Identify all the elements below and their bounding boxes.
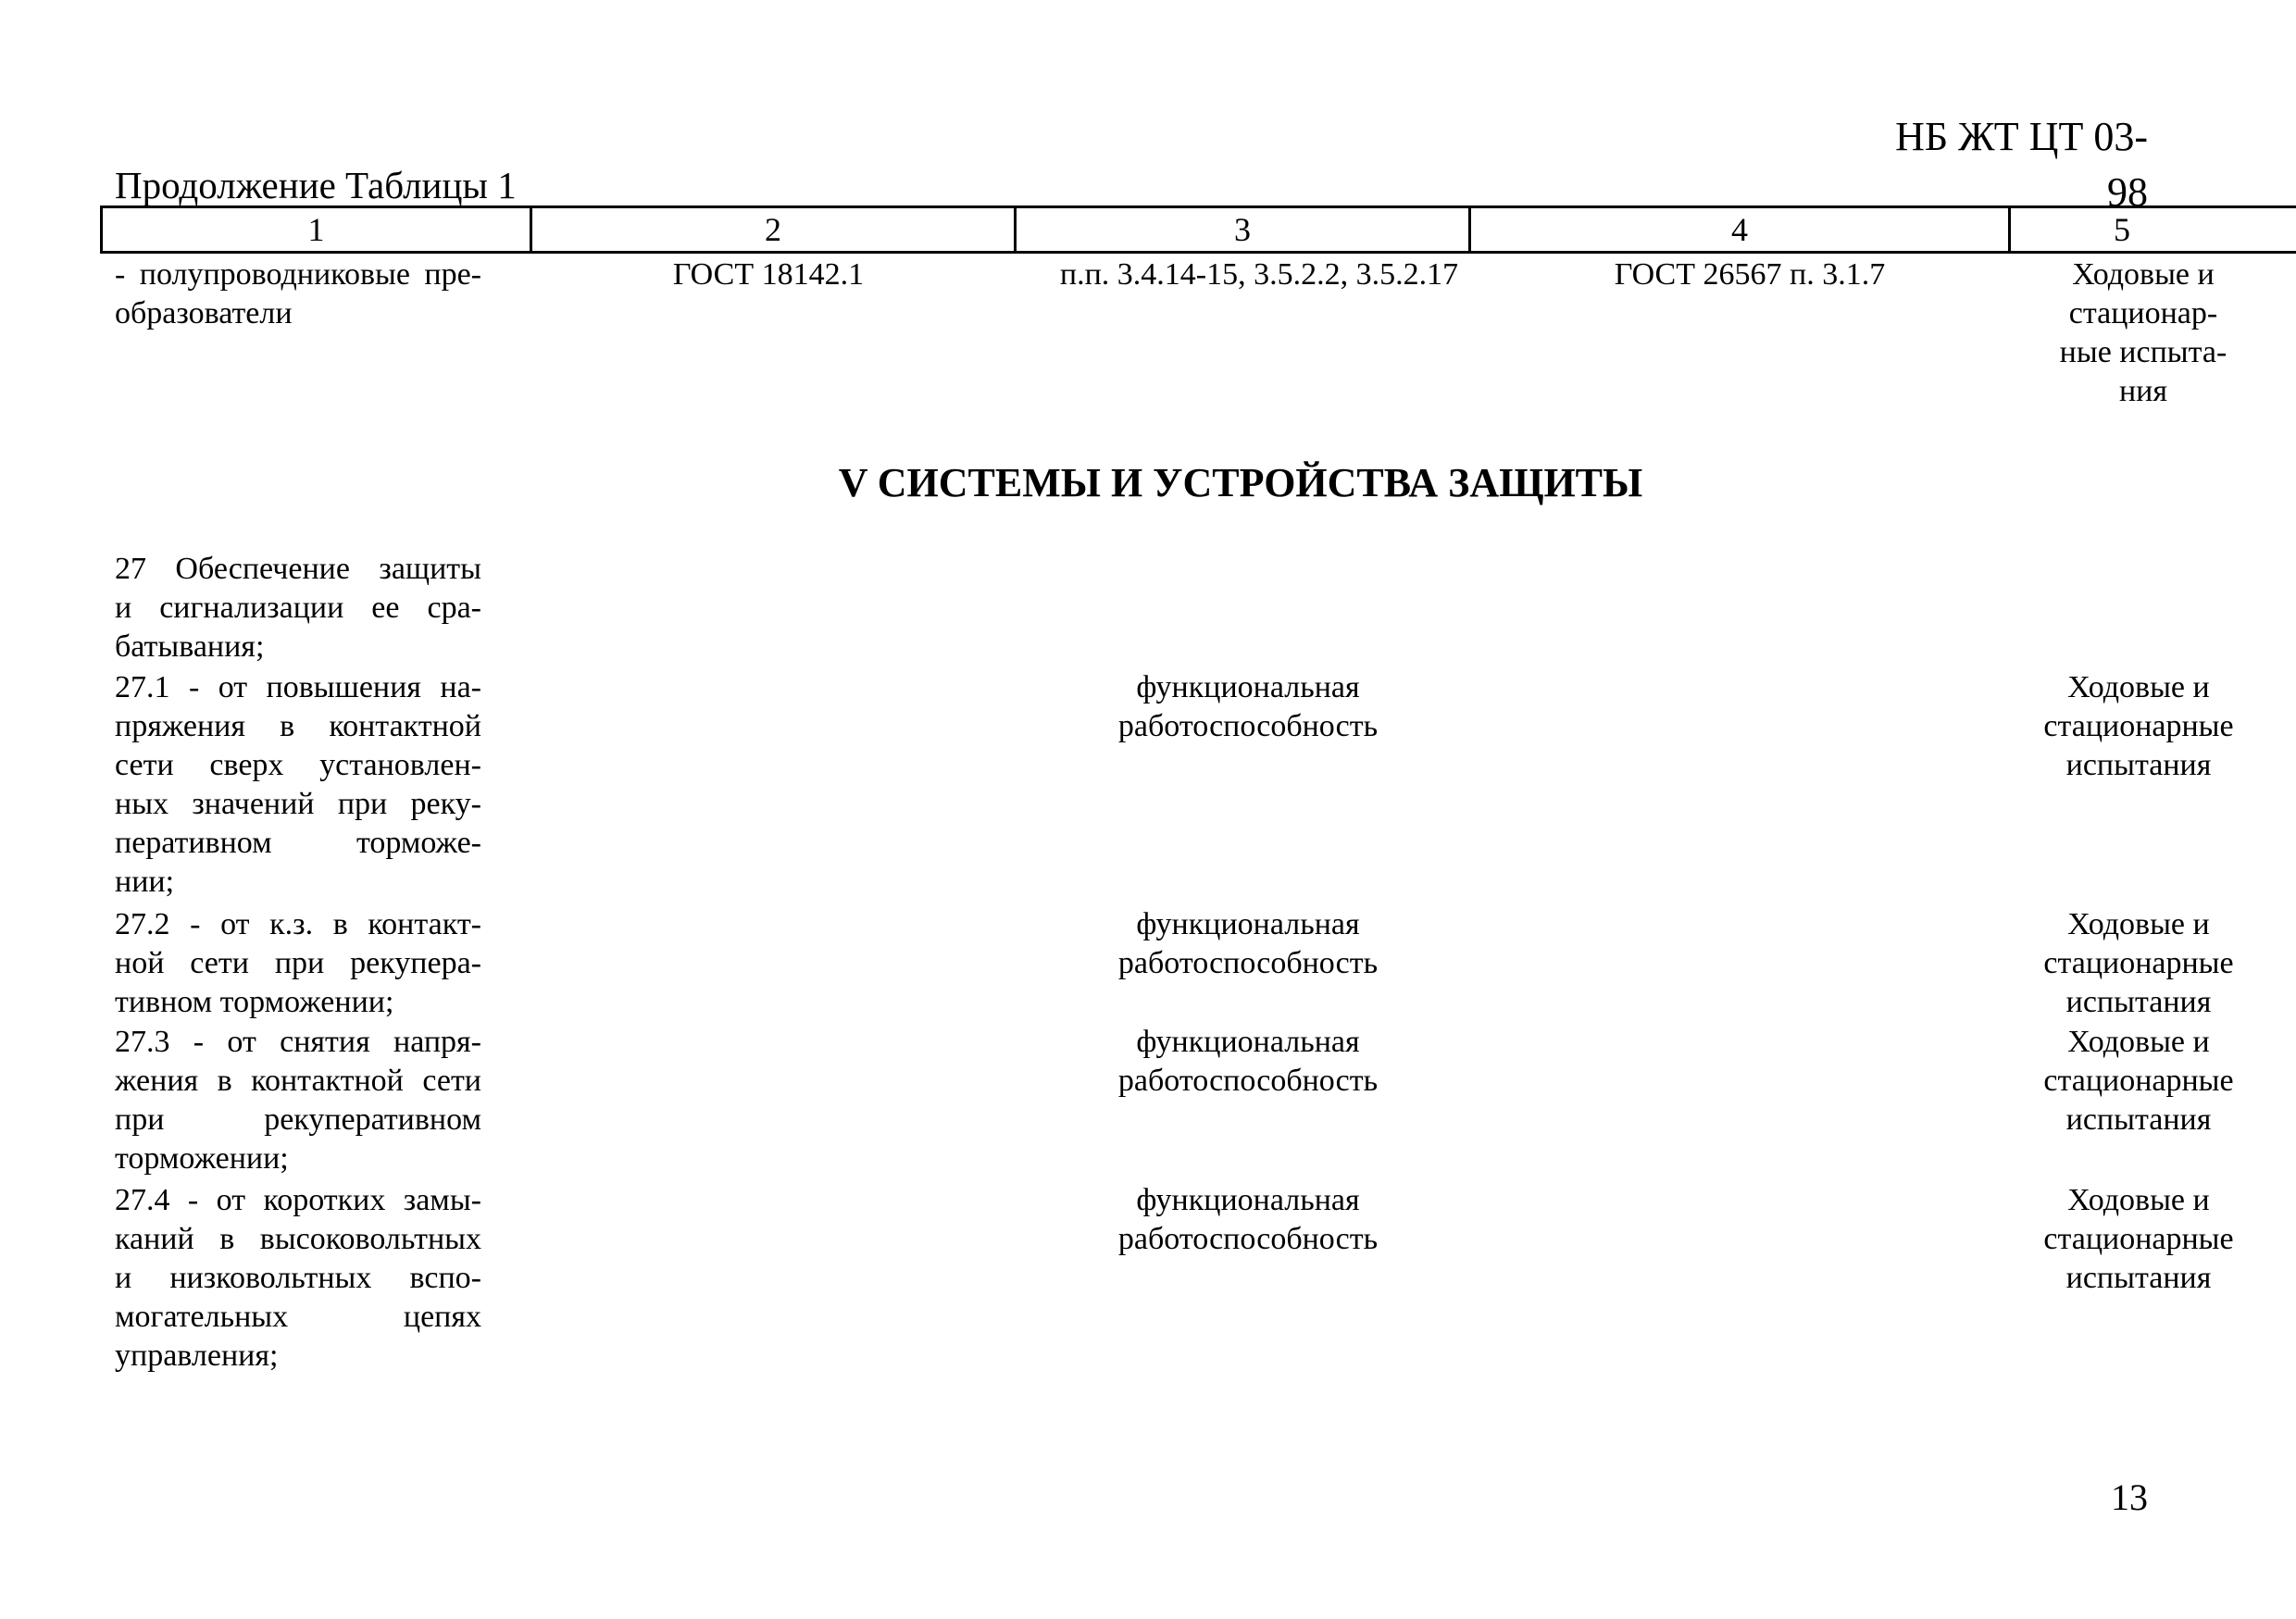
cell-line: стационарные — [2043, 1222, 2234, 1256]
cell-line: работоспособность — [1117, 1222, 1379, 1256]
cell-line: стационарные — [2043, 1064, 2234, 1098]
column-number-5: 5 — [2114, 211, 2130, 248]
cell-line: ных значений при реку- — [115, 787, 481, 821]
cell-line: испытания — [2065, 1261, 2212, 1295]
column-number-4: 4 — [1731, 211, 1748, 248]
cell-line: работоспособность — [1117, 946, 1379, 980]
cell-line: испытания — [2065, 748, 2212, 782]
cell-line: функциональная — [1136, 670, 1360, 704]
cell-line: Ходовые и — [2067, 1183, 2210, 1217]
item-27-2-test-type — [1981, 905, 2296, 1022]
item-27-2-check — [1017, 905, 1479, 983]
cell-line: сети сверх установлен- — [115, 748, 481, 782]
row-converters-test-type — [1990, 255, 2296, 411]
cell-line: каний в высоковольтных — [115, 1222, 481, 1256]
cell-line: испытания — [2065, 1102, 2212, 1137]
item-27-3-test-type — [1981, 1023, 2296, 1140]
column-number-3: 3 — [1234, 211, 1251, 248]
cell-line: стационар- — [2068, 296, 2218, 330]
row-converters-name — [115, 255, 481, 333]
cell-line: ной сети при рекупера- — [115, 946, 481, 980]
cell-line: испытания — [2065, 985, 2212, 1019]
cell-line: и низковольтных вспо- — [115, 1261, 481, 1295]
table-caption: Продолжение Таблицы 1 — [115, 164, 517, 206]
cell-line: перативном торможе- — [115, 826, 481, 860]
cell-line: тивном торможении; — [115, 985, 394, 1019]
item-27-4-test-type — [1981, 1181, 2296, 1298]
item-27-1-test-type — [1981, 668, 2296, 785]
cell-line: - полупроводниковые пре- — [115, 257, 481, 292]
cell-line: нии; — [115, 865, 175, 899]
cell-line: 27.2 - от к.з. в контакт- — [115, 907, 481, 941]
cell-line: 27.3 - от снятия напря- — [115, 1025, 481, 1059]
cell-line: работоспособность — [1117, 1064, 1379, 1098]
cell-line: функциональная — [1136, 907, 1360, 941]
cell-line: 27 Обеспечение защиты — [115, 552, 481, 586]
cell-line: жения в контактной сети — [115, 1064, 481, 1098]
item-27-3-check — [1017, 1023, 1479, 1101]
column-number-1: 1 — [307, 211, 325, 248]
item-27-4-check — [1017, 1181, 1479, 1259]
cell-line: при рекуперативном — [115, 1102, 481, 1137]
document-code: НБ ЖТ ЦТ 03-98 — [1895, 114, 2148, 215]
cell-line: образователи — [115, 296, 293, 330]
row-converters-standard: ГОСТ 18142.1 — [672, 257, 865, 292]
page-number: 13 — [2111, 1476, 2148, 1518]
cell-line: торможении; — [115, 1141, 289, 1176]
cell-line: пряжения в контактной — [115, 709, 481, 743]
item-27-4-name — [115, 1181, 481, 1376]
cell-line: Ходовые и — [2067, 907, 2210, 941]
row-converters-clauses: п.п. 3.4.14-15, 3.5.2.2, 3.5.2.17 — [1059, 257, 1459, 292]
section-title: V СИСТЕМЫ И УСТРОЙСТВА ЗАЩИТЫ — [838, 460, 1643, 505]
column-number-2: 2 — [765, 211, 781, 248]
cell-line: функциональная — [1136, 1025, 1360, 1059]
cell-line: стационарные — [2043, 709, 2234, 743]
cell-line: могательных цепях — [115, 1300, 481, 1334]
cell-line: ные испыта- — [2059, 335, 2227, 369]
item-27-2-name — [115, 905, 481, 1022]
cell-line: функциональная — [1136, 1183, 1360, 1217]
table-header-row — [100, 205, 2296, 254]
row-converters-method: ГОСТ 26567 п. 3.1.7 — [1614, 257, 1886, 292]
cell-line: 27.4 - от коротких замы- — [115, 1183, 481, 1217]
item-27-1-name — [115, 668, 481, 902]
cell-line: Ходовые и — [2067, 1025, 2210, 1059]
cell-line: и сигнализации ее сра- — [115, 591, 481, 625]
cell-line: стационарные — [2043, 946, 2234, 980]
item-27-name — [115, 550, 481, 666]
item-27-3-name — [115, 1023, 481, 1178]
cell-line: батывания; — [115, 629, 265, 664]
cell-line: Ходовые и — [2072, 257, 2215, 292]
cell-line: Ходовые и — [2067, 670, 2210, 704]
cell-line: работоспособность — [1117, 709, 1379, 743]
item-27-1-check — [1017, 668, 1479, 746]
cell-line: ния — [2118, 374, 2168, 408]
cell-line: управления; — [115, 1339, 279, 1373]
cell-line: 27.1 - от повышения на- — [115, 670, 481, 704]
